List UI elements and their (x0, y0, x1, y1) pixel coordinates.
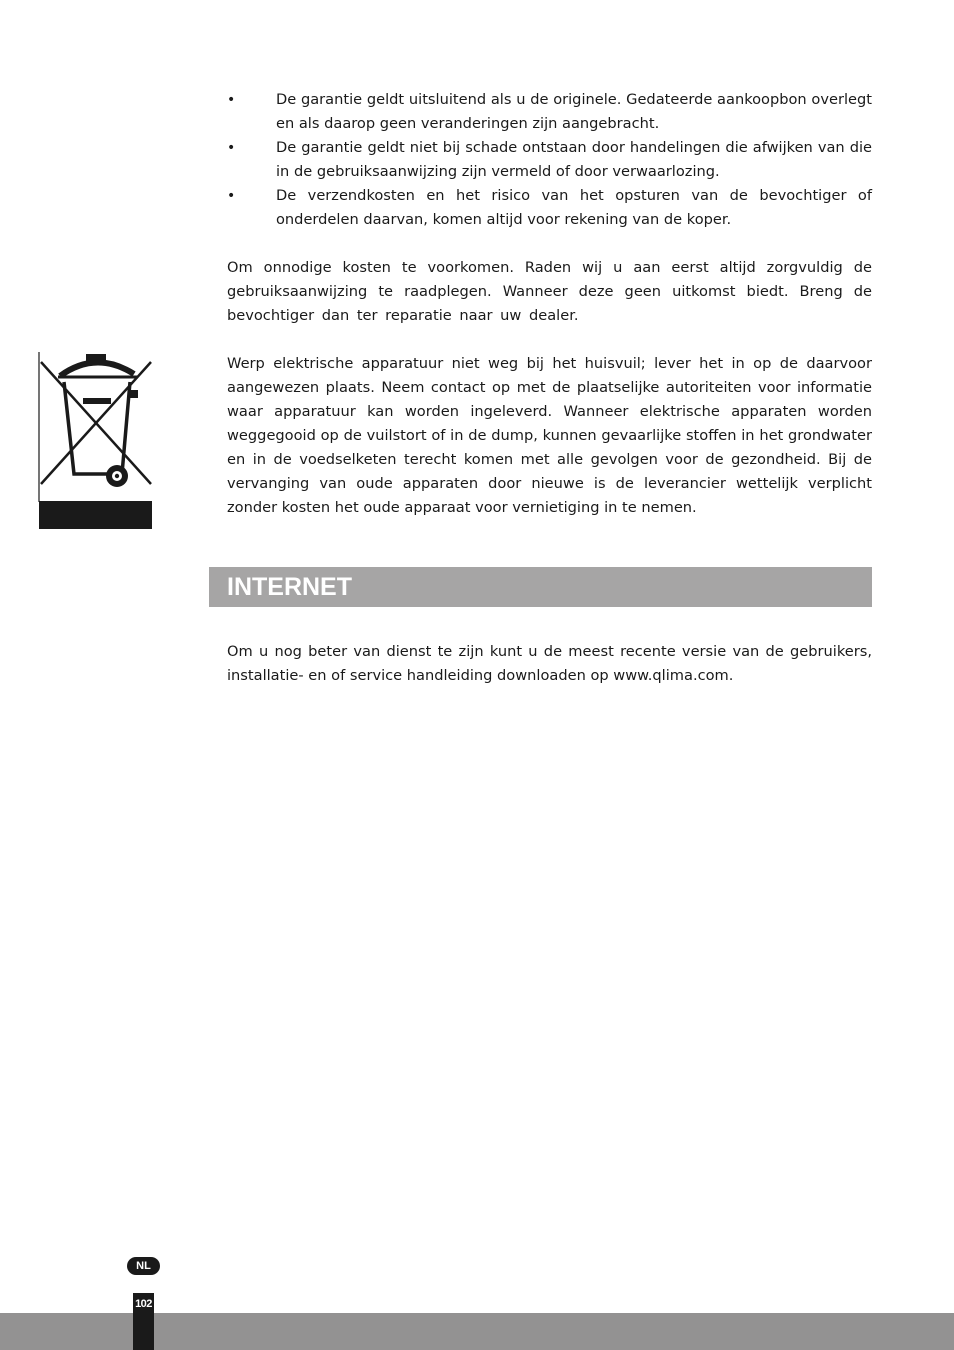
crossed-out-wheelie-bin-icon (38, 352, 152, 530)
warranty-conditions-list (227, 88, 872, 232)
section-header-internet (209, 567, 872, 607)
weee-disposal-paragraph: Werp elektrische apparatuur niet weg bij het huisvuil; lever het in op de daarvoor aangewezen plaats. Neem contact op met de plaatselijke autoriteiten voor informatie waar apparatuur kan worden ingeleverd. Wanneer elektrische apparaten worden weggegooid op de vuilstort of in de dump, kunnen gevaarlijke stoffen in het grondwater en in de voedselketen terecht komen met alle gevolgen voor de gezondheid. Bij de vervanging van oude apparaten door nieuwe is de leverancier wettelijk verplicht zonder kosten het oude apparaat voor vernietiging in te nemen. (227, 355, 872, 516)
list-item (227, 136, 872, 184)
page-number: 102 (135, 1298, 152, 1310)
list-item-text: De garantie geldt niet bij schade ontstaan door handelingen die afwijken van die in de gebruiksaanwijzing zijn vermeld of door verwaarlozing. (276, 139, 872, 180)
bullet-marker: • (227, 140, 236, 156)
list-item-text: De garantie geldt uitsluitend als u de originele. Gedateerde aankoopbon overlegt en als daarop geen veranderingen zijn aangebracht. (276, 91, 872, 132)
costs-paragraph: Om onnodige kosten te voorkomen. Raden wij u aan eerst altijd zorgvuldig de gebruiksaanwijzing te raadplegen. Wanneer deze geen uitkomst biedt. Breng de bevochtiger dan ter reparatie naar uw dealer. (227, 259, 872, 324)
bullet-marker: • (227, 92, 236, 108)
list-item (227, 184, 872, 232)
internet-paragraph: Om u nog beter van dienst te zijn kunt u de meest recente versie van de gebruikers, installatie- en of service handleiding downloaden op www.qlima.com. (227, 643, 872, 684)
language-badge: NL (127, 1257, 160, 1275)
list-item (227, 88, 872, 136)
bullet-marker: • (227, 188, 236, 204)
section-title: INTERNET (227, 573, 352, 601)
page-number-tab (133, 1293, 154, 1350)
list-item-text: De verzendkosten en het risico van het opsturen van de bevochtiger of onderdelen daarvan, komen altijd voor rekening van de koper. (276, 187, 872, 228)
